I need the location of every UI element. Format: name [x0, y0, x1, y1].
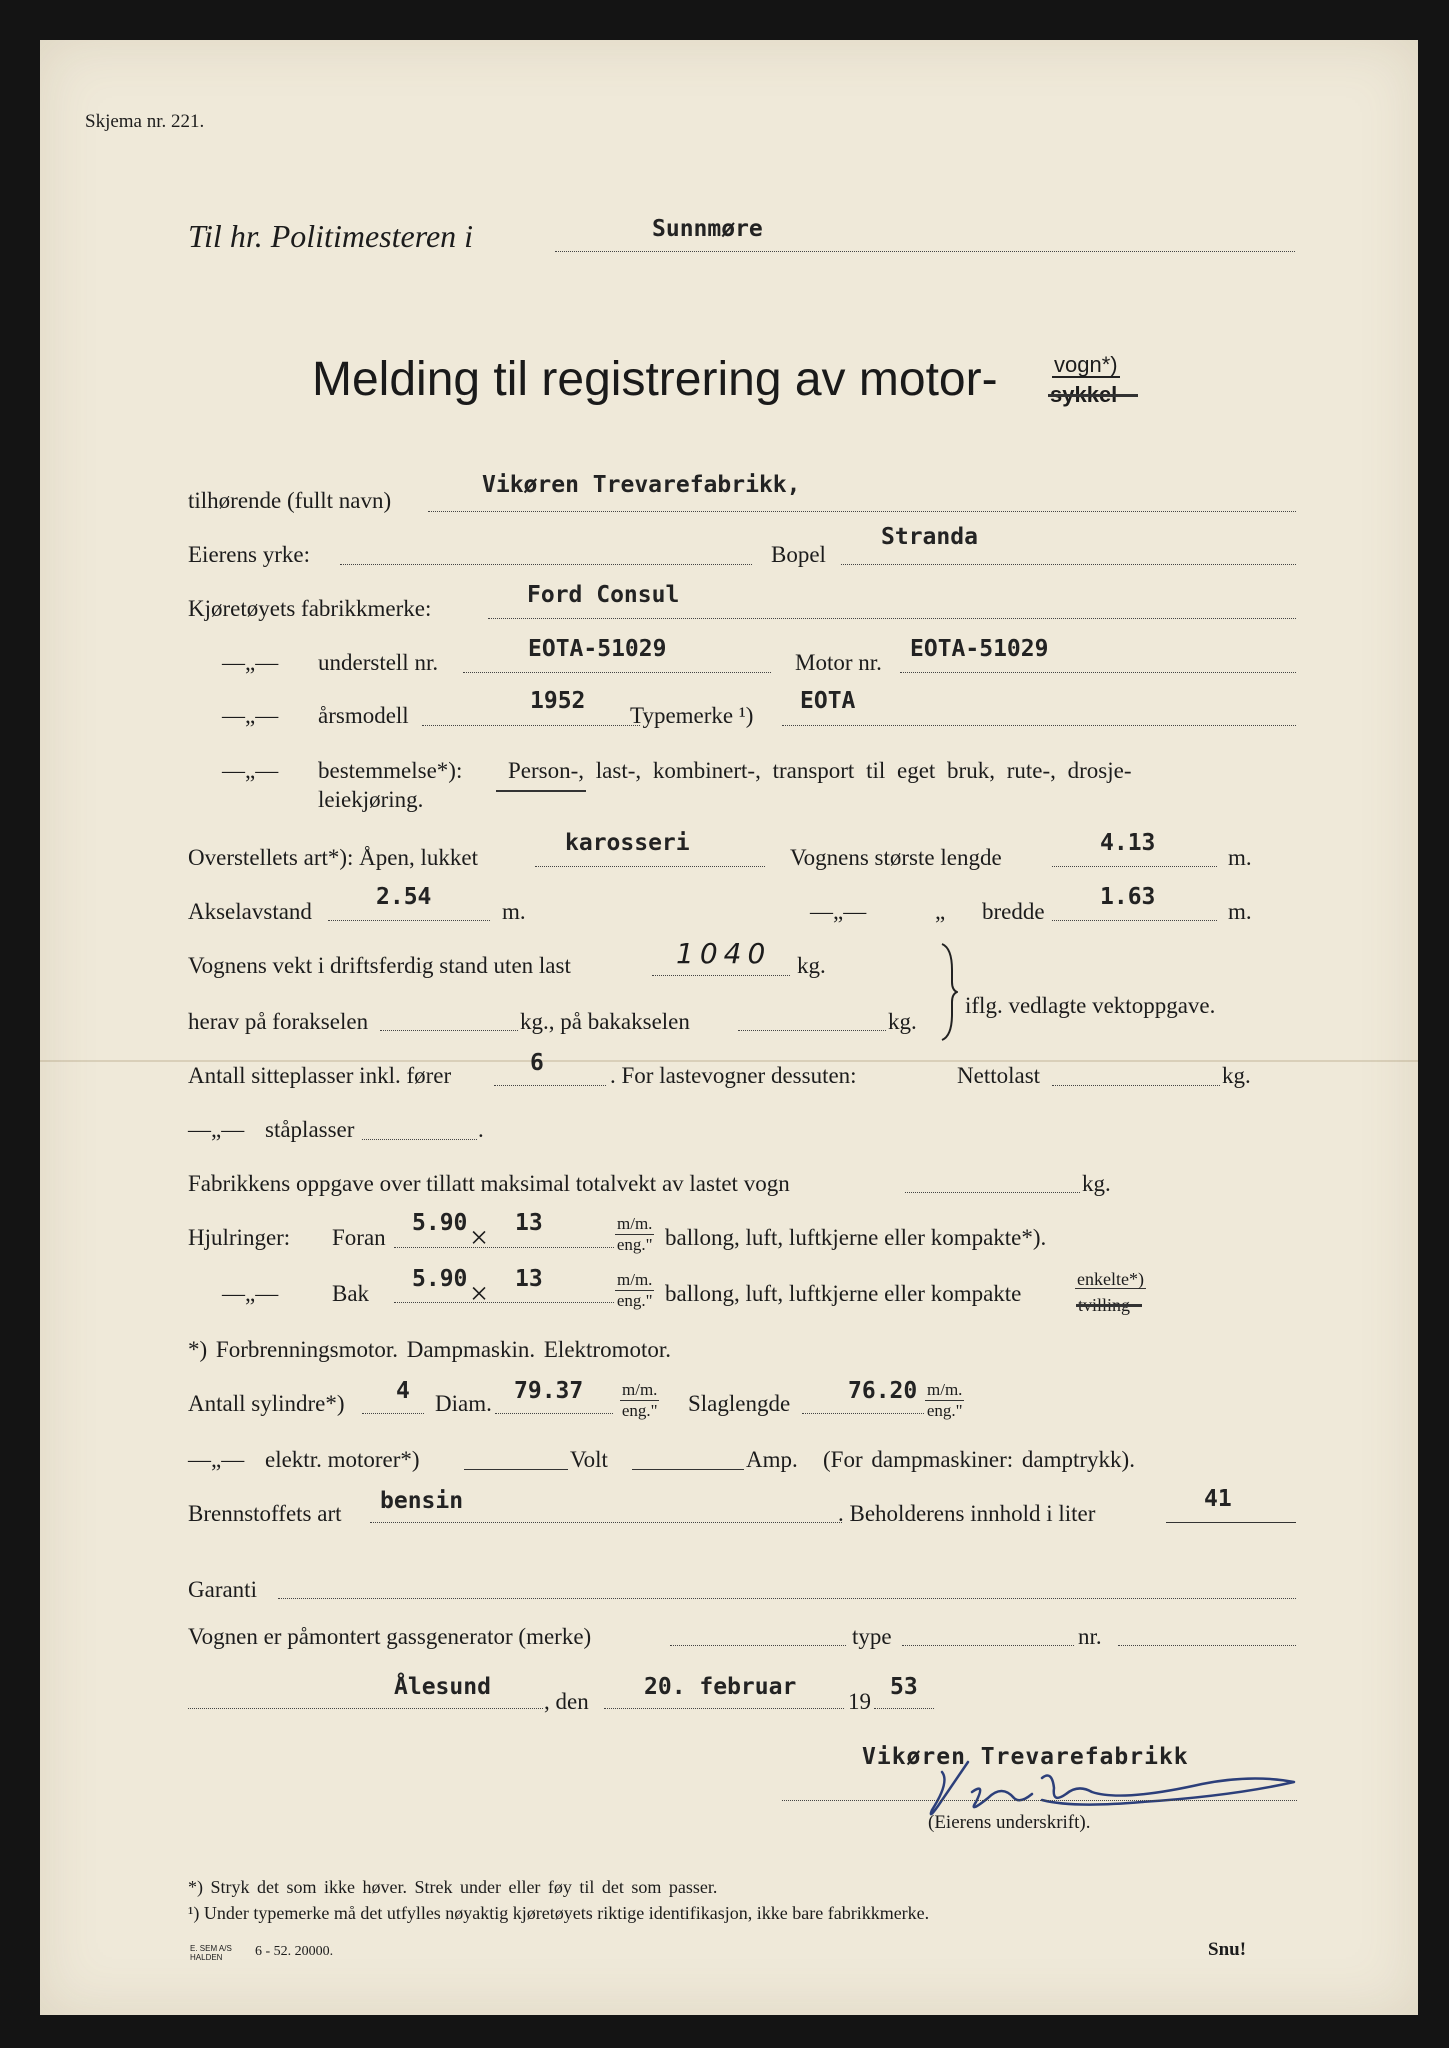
tires-enkelte: enkelte*) — [1077, 1269, 1144, 1289]
tank-value: 41 — [1204, 1486, 1232, 1512]
make-value: Ford Consul — [527, 582, 680, 608]
ditto-mark: —„— — [810, 899, 867, 924]
stroke-value: 76.20 — [848, 1378, 918, 1404]
motor-value: EOTA-51029 — [910, 636, 1049, 662]
wheelbase-unit: m. — [502, 899, 526, 924]
guarantee-line — [278, 1598, 1296, 1599]
ditto-mark: —„— — [188, 1447, 245, 1472]
gas-type-label: type — [852, 1624, 892, 1649]
fold-line — [40, 1060, 1418, 1062]
tank-label: . Beholderens innhold i liter — [838, 1501, 1096, 1526]
printer-city: HALDEN — [190, 1953, 223, 1962]
guarantee-label: Garanti — [188, 1577, 257, 1602]
occupation-label: Eierens yrke: — [188, 542, 310, 567]
cyl-line — [362, 1413, 424, 1414]
cargo-label: . For lastevogner dessuten: — [610, 1063, 857, 1088]
body-line — [535, 866, 765, 867]
signature-label: (Eierens underskrift). — [928, 1812, 1091, 1833]
gas-no-label: nr. — [1078, 1624, 1102, 1649]
occupation-line — [340, 564, 752, 565]
addressee-label: Til hr. Politimesteren i — [188, 218, 474, 254]
max-weight-unit: kg. — [1082, 1171, 1111, 1196]
diam-unit: m/m. eng." — [621, 1380, 658, 1420]
weight-line — [652, 975, 790, 976]
tires-tvilling: tvilling — [1078, 1295, 1131, 1315]
fuel-value: bensin — [380, 1488, 464, 1514]
tires-front-times: × — [470, 1219, 489, 1255]
den-label: , den — [544, 1689, 589, 1714]
tires-front-a: 5.90 — [412, 1210, 468, 1236]
body-label: Overstellets art*): Åpen, lukket — [188, 845, 478, 870]
year-value: 1952 — [530, 688, 586, 714]
body-value: karosseri — [565, 830, 690, 856]
purpose-underline — [496, 790, 586, 792]
ditto-mark: —„— — [222, 758, 279, 783]
tires-front-label: Foran — [332, 1225, 386, 1250]
ditto-mark: —„— — [222, 650, 279, 675]
gas-make-line — [670, 1645, 846, 1646]
rear-axle-line — [738, 1030, 886, 1031]
tires-rear-b: 13 — [515, 1266, 543, 1292]
tires-front-unit: m/m. eng." — [616, 1214, 653, 1254]
fuel-label: Brennstoffets art — [188, 1501, 342, 1526]
diam-value: 79.37 — [514, 1378, 584, 1404]
tires-front-b: 13 — [515, 1210, 543, 1236]
place-line — [188, 1708, 543, 1709]
year-suffix-line — [874, 1708, 934, 1709]
elec-line — [464, 1469, 568, 1470]
elec-label: elektr. motorer*) — [265, 1447, 420, 1472]
weight-note: iflg. vedlagte vektoppgave. — [965, 993, 1216, 1018]
amp-label: Amp. — [746, 1447, 798, 1472]
standing-label: ståplasser — [265, 1117, 355, 1142]
engine-types: *) Forbrenningsmotor. Dampmaskin. Elektromotor. — [188, 1337, 672, 1362]
tires-rear-unit: m/m. eng." — [616, 1270, 653, 1310]
addressee-value: Sunnmøre — [652, 216, 763, 242]
make-line — [488, 618, 1296, 619]
purpose-options: Person-, last-, kombinert-, transport til eget bruk, rute-, drosje- — [508, 758, 1132, 783]
diam-line — [495, 1413, 613, 1414]
ditto-mark: —„— — [222, 703, 279, 728]
length-value: 4.13 — [1100, 830, 1156, 856]
wheelbase-line — [328, 920, 490, 921]
sykkel-strike — [1048, 394, 1138, 397]
tires-rear-label: Bak — [332, 1281, 370, 1306]
volt-line — [632, 1469, 744, 1470]
diam-label: Diam. — [435, 1391, 492, 1416]
front-axle-label: herav på forakselen — [188, 1009, 369, 1034]
residence-label: Bopel — [771, 542, 826, 567]
date-line — [604, 1708, 844, 1709]
width-label: bredde — [982, 899, 1045, 924]
purpose-label: bestemmelse*): — [318, 758, 463, 783]
standing-end: . — [478, 1117, 484, 1142]
signer-value: Vikøren Trevarefabrikk — [862, 1744, 1189, 1770]
title-vogn: vogn*) — [1054, 352, 1118, 377]
form-page — [40, 40, 1418, 2015]
chassis-value: EOTA-51029 — [528, 636, 667, 662]
type-label: Typemerke ¹) — [630, 703, 754, 728]
year-line — [422, 725, 640, 726]
schema-number: Skjema nr. 221. — [85, 111, 205, 132]
tires-front-text: ballong, luft, luftkjerne eller kompakte*). — [665, 1225, 1047, 1250]
steam-label: (For dampmaskiner: damptrykk). — [823, 1447, 1135, 1472]
tank-line — [1166, 1522, 1296, 1523]
print-info: 6 - 52. 20000. — [255, 1944, 334, 1959]
net-load-unit: kg. — [1222, 1063, 1251, 1088]
ditto-mark: —„— — [188, 1117, 245, 1142]
tvilling-strike — [1076, 1304, 1142, 1307]
addressee-line — [555, 251, 1295, 252]
width-line — [1052, 920, 1217, 921]
length-unit: m. — [1228, 845, 1252, 870]
footnote-1: *) Stryk det som ikke høver. Strek under eller føy til det som passer. — [188, 1877, 718, 1897]
rear-axle-label: kg., på bakakselen — [520, 1009, 690, 1034]
motor-label: Motor nr. — [795, 650, 882, 675]
type-line — [782, 725, 1296, 726]
owner-line — [428, 511, 1296, 512]
wheelbase-value: 2.54 — [376, 884, 432, 910]
stroke-line — [802, 1413, 924, 1414]
century-label: 19 — [848, 1689, 871, 1714]
type-value: EOTA — [800, 688, 856, 714]
width-ditto: „ — [935, 899, 946, 924]
tires-front-line — [394, 1247, 614, 1248]
seats-value: 6 — [530, 1050, 544, 1076]
gas-no-line — [1118, 1645, 1296, 1646]
net-load-label: Nettolast — [957, 1063, 1041, 1088]
signature-line — [782, 1800, 1297, 1801]
residence-line — [841, 564, 1296, 565]
tires-rear-text: ballong, luft, luftkjerne eller kompakte — [665, 1281, 1022, 1306]
owner-value: Vikøren Trevarefabrikk, — [482, 472, 801, 498]
owner-label: tilhørende (fullt navn) — [188, 488, 392, 513]
form-title: Melding til registrering av motor- — [312, 353, 998, 406]
motor-line — [900, 672, 1296, 673]
gas-label: Vognen er påmontert gassgenerator (merke) — [188, 1624, 592, 1649]
length-label: Vognens største lengde — [790, 845, 1002, 870]
chassis-line — [463, 672, 771, 673]
front-axle-line — [380, 1030, 518, 1031]
footnote-2: ¹) Under typemerke må det utfylles nøyaktig kjøretøyets riktige identifikasjon, ikke bare fabrikkmerke. — [188, 1903, 930, 1923]
year-label: årsmodell — [318, 703, 409, 728]
standing-line — [362, 1139, 477, 1140]
gas-type-line — [902, 1645, 1074, 1646]
volt-label: Volt — [570, 1447, 608, 1472]
weight-brace — [938, 942, 958, 1042]
date-value: 20. februar — [644, 1674, 797, 1700]
fuel-line — [370, 1522, 842, 1523]
max-weight-line — [905, 1192, 1080, 1193]
year-suffix: 53 — [890, 1674, 918, 1700]
net-load-line — [1052, 1085, 1220, 1086]
cyl-label: Antall sylindre*) — [188, 1391, 345, 1416]
weight-label: Vognens vekt i driftsferdig stand uten last — [188, 953, 571, 978]
width-value: 1.63 — [1100, 884, 1156, 910]
cyl-value: 4 — [396, 1378, 410, 1404]
tires-rear-times: × — [470, 1275, 489, 1311]
tires-rear-a: 5.90 — [412, 1266, 468, 1292]
rear-axle-unit: kg. — [888, 1009, 917, 1034]
stroke-unit: m/m. eng." — [926, 1380, 963, 1420]
stroke-label: Slaglengde — [688, 1391, 791, 1416]
residence-value: Stranda — [881, 524, 978, 550]
wheelbase-label: Akselavstand — [188, 899, 312, 924]
turn-over: Snu! — [1208, 1939, 1247, 1960]
tires-label: Hjulringer: — [188, 1225, 291, 1250]
seats-line — [494, 1085, 606, 1086]
length-line — [1052, 866, 1217, 867]
weight-unit: kg. — [797, 953, 826, 978]
width-unit: m. — [1228, 899, 1252, 924]
chassis-label: understell nr. — [318, 650, 439, 675]
max-weight-label: Fabrikkens oppgave over tillatt maksimal totalvekt av lastet vogn — [188, 1171, 790, 1196]
ditto-mark: —„— — [222, 1281, 279, 1306]
printer-name: E. SEM A/S — [190, 1944, 232, 1953]
seats-label: Antall sitteplasser inkl. fører — [188, 1063, 452, 1088]
place-value: Ålesund — [394, 1674, 491, 1700]
weight-value: 1040 — [676, 937, 772, 970]
purpose-options-cont: leiekjøring. — [318, 787, 424, 812]
make-label: Kjøretøyets fabrikkmerke: — [188, 596, 432, 621]
title-sykkel: sykkel — [1050, 382, 1118, 407]
tires-rear-line — [394, 1302, 614, 1303]
